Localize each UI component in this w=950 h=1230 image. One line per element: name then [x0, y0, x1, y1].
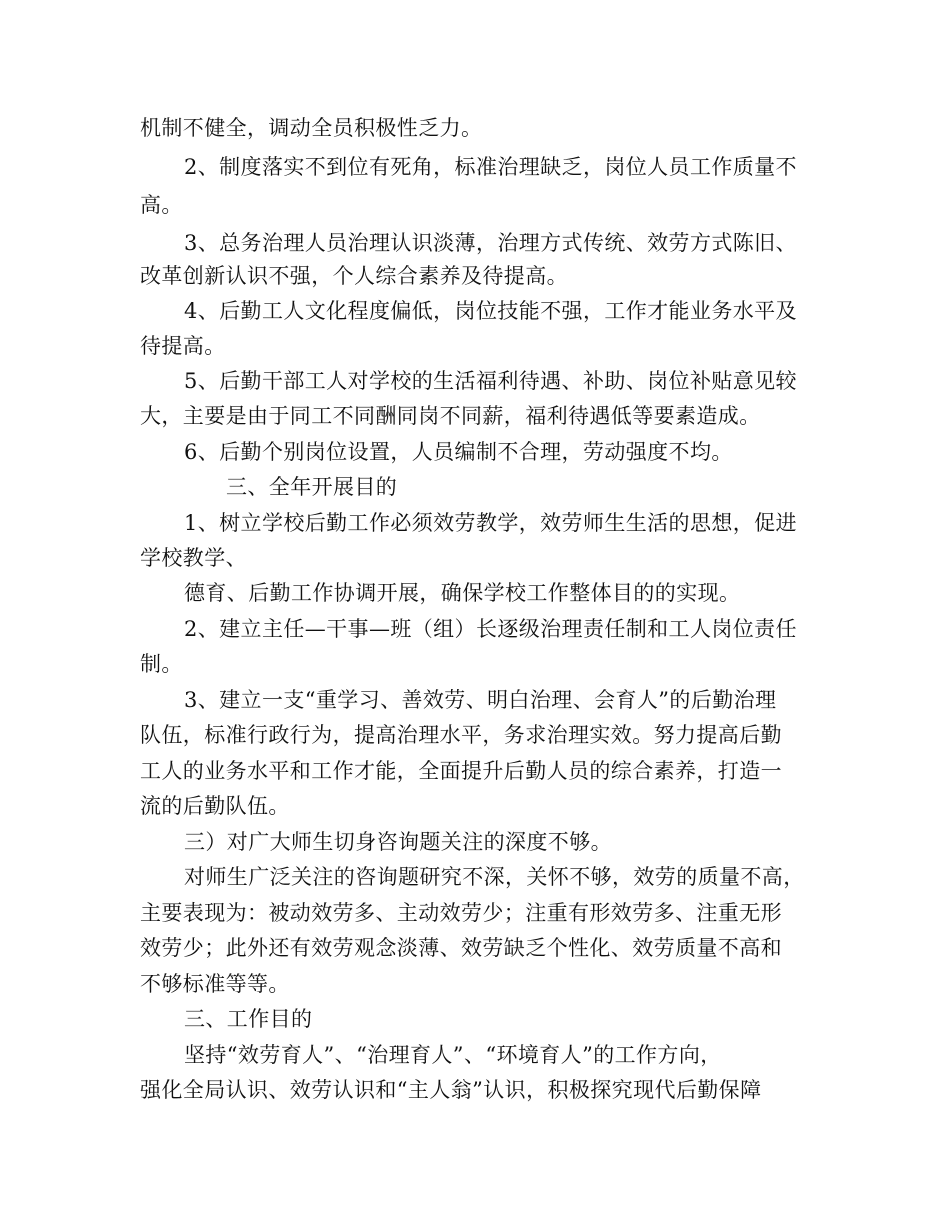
text-line: 主要表现为：被动效劳多、主动效劳少；注重有形效劳多、注重无形	[140, 901, 782, 925]
text-line: 2、建立主任—干事—班（组）长逐级治理责任制和工人岗位责任	[184, 617, 797, 641]
text-line: 待提高。	[140, 334, 226, 358]
section-heading: 三、工作目的	[184, 1007, 313, 1031]
text-line: 坚持“效劳育人”、“治理育人”、“环境育人”的工作方向，	[184, 1043, 722, 1067]
text-line: 对师生广泛关注的咨询题研究不深，关怀不够，效劳的质量不高，	[184, 865, 805, 889]
text-line: 3、总务治理人员治理认识淡薄，治理方式传统、效劳方式陈旧、	[184, 231, 797, 255]
text-line: 机制不健全，调动全员积极性乏力。	[140, 116, 483, 140]
text-line: 大，主要是由于同工不同酬同岗不同薪，福利待遇低等要素造成。	[140, 404, 761, 428]
text-line: 流的后勤队伍。	[140, 794, 290, 818]
text-line: 三）对广大师生切身咨询题关注的深度不够。	[184, 830, 612, 854]
text-line: 2、制度落实不到位有死角，标准治理缺乏，岗位人员工作质量不	[184, 155, 797, 179]
text-line: 4、后勤工人文化程度偏低，岗位技能不强，工作才能业务水平及	[184, 299, 797, 323]
text-line: 学校教学、	[140, 546, 247, 570]
text-line: 高。	[140, 193, 183, 217]
text-line: 1、树立学校后勤工作必须效劳教学，效劳师生生活的思想，促进	[184, 511, 797, 535]
text-line: 6、后勤个别岗位设置，人员编制不合理，劳动强度不均。	[184, 440, 733, 464]
text-line: 3、建立一支“重学习、善效劳、明白治理、会育人”的后勤治理	[184, 688, 777, 712]
text-line: 工人的业务水平和工作才能，全面提升后勤人员的综合素养，打造一	[140, 759, 782, 783]
text-line: 强化全局认识、效劳认识和“主人翁”认识，积极探究现代后勤保障	[140, 1078, 762, 1102]
text-line: 改革创新认识不强，个人综合素养及待提高。	[140, 264, 568, 288]
text-line: 制。	[140, 652, 183, 676]
text-line: 5、后勤干部工人对学校的生活福利待遇、补助、岗位补贴意见较	[184, 369, 797, 393]
text-line: 德育、后勤工作协调开展，确保学校工作整体目的的实现。	[184, 581, 741, 605]
section-heading: 三、全年开展目的	[226, 475, 398, 499]
text-line: 不够标准等等。	[140, 972, 290, 996]
text-line: 队伍，标准行政行为，提高治理水平，务求治理实效。努力提高后勤	[140, 723, 782, 747]
text-line: 效劳少；此外还有效劳观念淡薄、效劳缺乏个性化、效劳质量不高和	[140, 936, 782, 960]
